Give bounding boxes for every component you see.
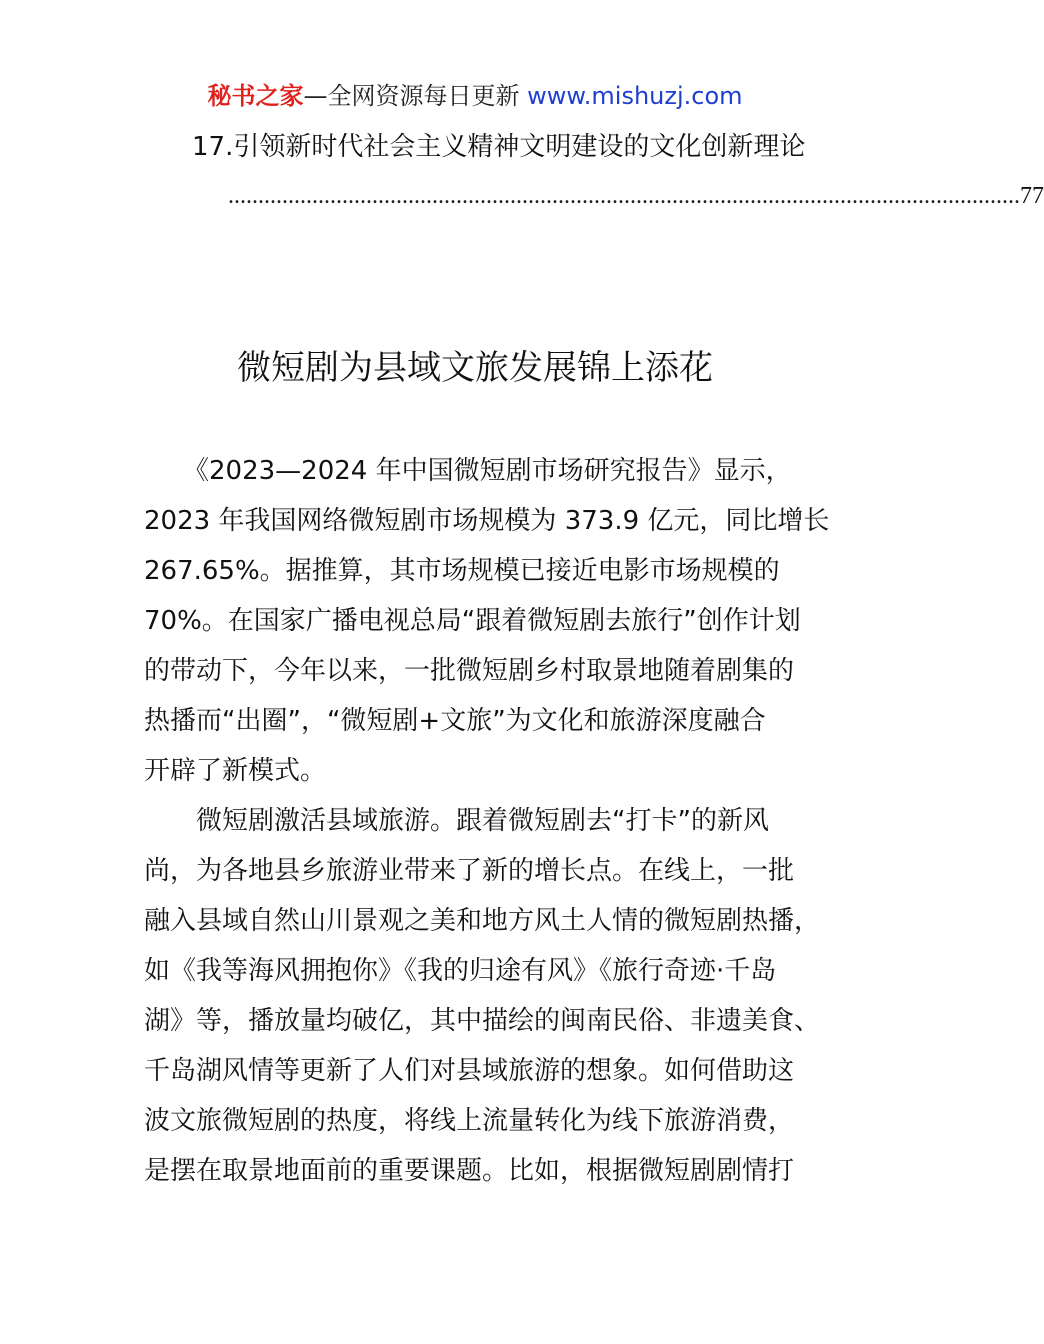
paragraph-line: 融入县域自然山川景观之美和地方风土人情的微短剧热播， [144, 906, 821, 936]
paragraph-line: 267.65%。据推算，其市场规模已接近电影市场规模的 [144, 556, 780, 586]
paragraph-line: 微短剧激活县域旅游。跟着微短剧去“打卡”的新风 [144, 806, 769, 836]
site-header [0, 80, 950, 112]
paragraph-line: 尚，为各地县乡旅游业带来了新的增长点。在线上，一批 [144, 856, 795, 886]
paragraph-line: 《2023—2024 年中国微短剧市场研究报告》显示， [144, 456, 792, 486]
paragraph-line: 如《我等海风拥抱你》《我的归途有风》《旅行奇迹·千岛 [144, 956, 777, 986]
header-tagline: —全网资源每日更新 [303, 82, 520, 110]
paragraph-line: 开辟了新模式。 [144, 756, 327, 786]
brand-name: 秘书之家 [207, 82, 304, 110]
paragraph-line: 的带动下，今年以来，一批微短剧乡村取景地随着剧集的 [144, 656, 795, 686]
toc-leader-dots: .................................................................................................................................... [228, 183, 1020, 209]
toc-entry-label[interactable]: 17.引领新时代社会主义精神文明建设的文化创新理论 [192, 132, 806, 162]
paragraph-line: 千岛湖风情等更新了人们对县域旅游的想象。如何借助这 [144, 1056, 795, 1086]
paragraph-line: 波文旅微短剧的热度，将线上流量转化为线下旅游消费， [144, 1106, 795, 1136]
paragraph-line: 2023 年我国网络微短剧市场规模为 373.9 亿元，同比增长 [144, 506, 830, 536]
site-url-link[interactable]: www.mishuzj.com [527, 82, 743, 110]
article-paragraph-2 [144, 796, 821, 1196]
article-title: 微短剧为县域文旅发展锦上添花 [237, 348, 713, 388]
paragraph-line: 是摆在取景地面前的重要课题。比如，根据微短剧剧情打 [144, 1156, 795, 1186]
toc-leader-line[interactable] [228, 180, 1044, 212]
paragraph-line: 70%。在国家广播电视总局“跟着微短剧去旅行”创作计划 [144, 606, 801, 636]
toc-page-number: 77 [1020, 183, 1044, 209]
paragraph-line: 湖》等，播放量均破亿，其中描绘的闽南民俗、非遗美食、 [144, 1006, 821, 1036]
article-paragraph-1 [144, 446, 830, 796]
paragraph-line: 热播而“出圈”，“微短剧+文旅”为文化和旅游深度融合 [144, 706, 766, 736]
